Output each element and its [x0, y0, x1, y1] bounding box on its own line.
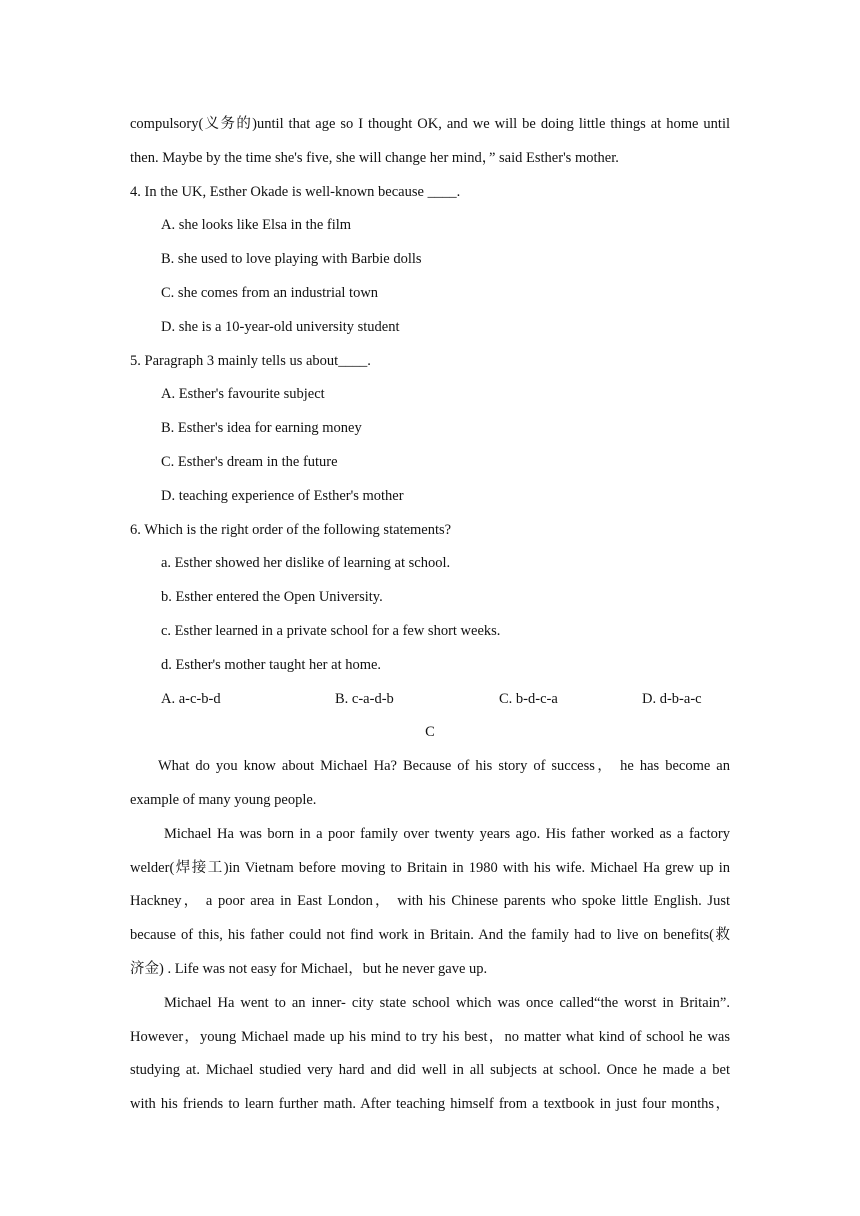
answer-option: A. a-c-b-d — [161, 690, 221, 707]
answer-option: D. she is a 10-year-old university student — [161, 318, 400, 335]
statement: c. Esther learned in a private school for a few short weeks. — [161, 622, 501, 639]
text-line: Hackney， a poor area in East London， with his Chinese parents who spoke little English. Just — [130, 893, 730, 910]
answer-option: B. Esther's idea for earning money — [161, 420, 362, 437]
answer-choices-row — [130, 683, 730, 717]
text-line: then. Maybe by the time she's five, she will change her mind，” said Esther's mother. — [130, 149, 619, 166]
text-line: studying at. Michael studied very hard and did well in all subjects at school. Once he made a bet — [130, 1062, 730, 1079]
text-line: However，young Michael made up his mind to try his best，no matter what kind of school he was — [130, 1028, 730, 1045]
text-line: with his friends to learn further math. After teaching himself from a textbook in just four months， — [130, 1096, 730, 1113]
question-stem: 4. In the UK, Esther Okade is well-known because ____. — [130, 183, 461, 200]
text-line: welder(焊接工)in Vietnam before moving to Britain in 1980 with his wife. Michael Ha grew up in — [130, 859, 730, 876]
answer-option: C. Esther's dream in the future — [161, 453, 338, 470]
answer-option: A. she looks like Elsa in the film — [161, 217, 352, 234]
question-stem: 6. Which is the right order of the following statements? — [130, 521, 452, 538]
text-line: Michael Ha went to an inner- city state school which was once called“the worst in Britain”. — [164, 994, 730, 1011]
answer-option: D. d-b-a-c — [642, 690, 702, 707]
text-line: compulsory(义务的)until that age so I thought OK, and we will be doing little things at home until — [130, 116, 730, 132]
answer-option: A. Esther's favourite subject — [161, 386, 325, 403]
question-stem: 5. Paragraph 3 mainly tells us about____. — [130, 352, 371, 369]
answer-option: C. she comes from an industrial town — [161, 284, 379, 301]
answer-option: B. c-a-d-b — [335, 690, 394, 707]
answer-option: C. b-d-c-a — [499, 690, 558, 707]
statement: b. Esther entered the Open University. — [161, 589, 383, 606]
section-heading: C — [425, 724, 435, 741]
document-page — [130, 108, 730, 1122]
statement: a. Esther showed her dislike of learning at school. — [161, 555, 451, 572]
text-line: What do you know about Michael Ha? Because of his story of success， he has become an — [158, 758, 730, 775]
text-line: Michael Ha was born in a poor family over twenty years ago. His father worked as a factory — [164, 825, 730, 842]
text-line: example of many young people. — [130, 791, 317, 808]
text-line: because of this, his father could not find work in Britain. And the family had to live on benefits(救 — [130, 927, 730, 944]
answer-option: B. she used to love playing with Barbie dolls — [161, 251, 422, 268]
statement: d. Esther's mother taught her at home. — [161, 656, 382, 673]
text-line: 济金) . Life was not easy for Michael，but he never gave up. — [130, 960, 488, 977]
answer-option: D. teaching experience of Esther's mother — [161, 487, 404, 504]
